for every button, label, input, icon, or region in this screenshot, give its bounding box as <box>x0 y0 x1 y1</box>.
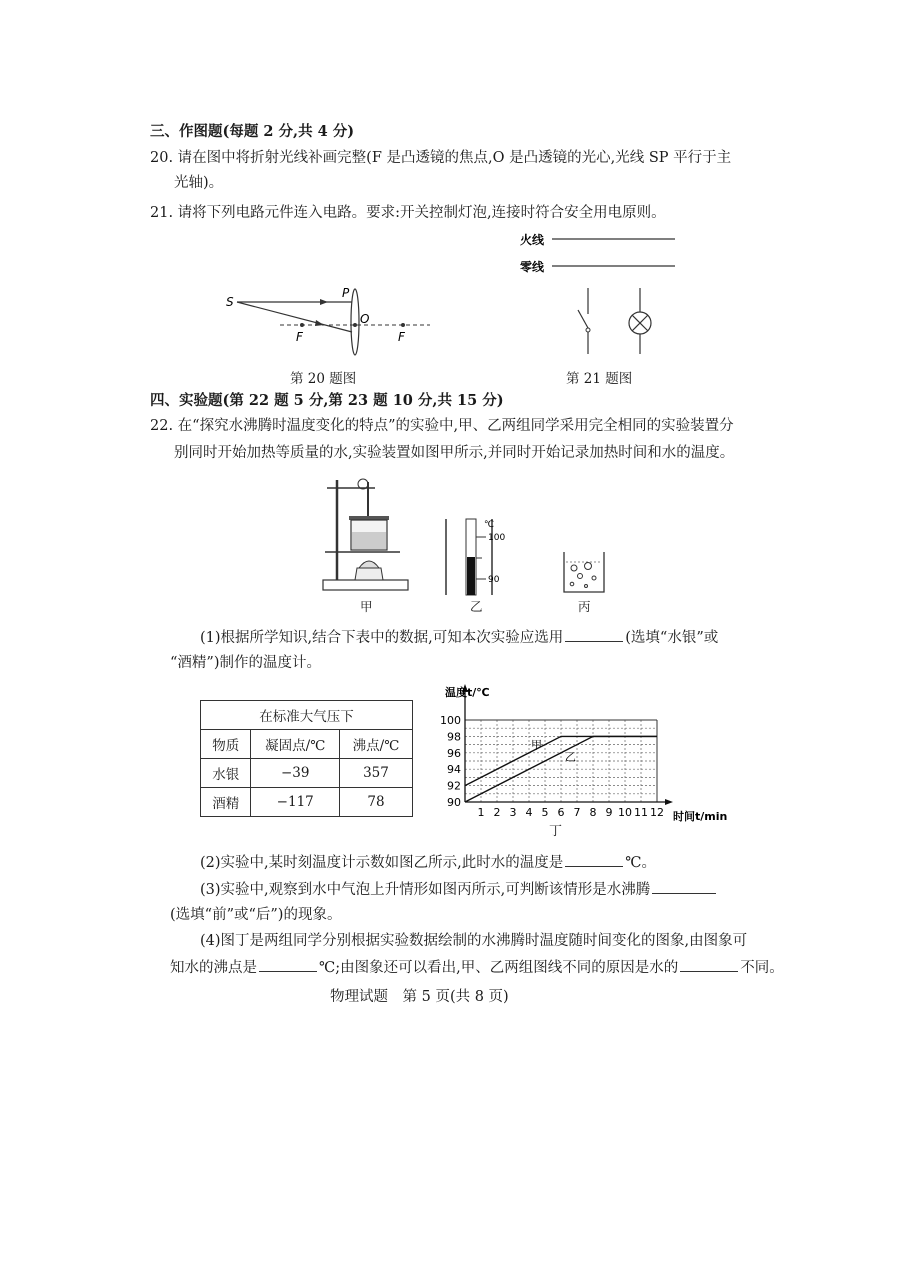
therm-liquid <box>467 557 475 595</box>
y-tick-label: 96 <box>447 746 461 760</box>
label-live-wire: 火线 <box>520 233 545 247</box>
label-bing: 丙 <box>578 599 591 614</box>
y-tick-label: 100 <box>440 714 461 727</box>
focus-right-dot <box>401 323 405 327</box>
x-tick-label: 10 <box>618 806 632 819</box>
x-tick-label: 4 <box>525 806 533 819</box>
switch-contact <box>586 328 590 332</box>
sub2-unit: ℃。 <box>625 855 656 871</box>
question-20-line-2: 光轴)。 <box>174 175 224 191</box>
x-tick-label: 5 <box>541 806 549 819</box>
chart-xlabel: 时间t/min <box>673 810 728 823</box>
label-s: S <box>226 295 234 309</box>
sub-question-1-line-2: “酒精”)制作的温度计。 <box>170 655 321 671</box>
question-20-line-1: 20. 请在图中将折射光线补画完整(F 是凸透镜的焦点,O 是凸透镜的光心,光线 SP 平行于主 <box>150 150 732 166</box>
figure-20-diagram <box>220 280 440 370</box>
sub-question-1-line-1 <box>200 627 718 648</box>
ray-sp-arrow <box>320 299 328 305</box>
question-22-line-1: 22. 在“探究水沸腾时温度变化的特点”的实验中,甲、乙两组同学采用完全相同的实验装置分 <box>150 418 734 434</box>
ray-through-focus <box>237 302 352 332</box>
thermometer-yi-diagram <box>440 515 520 600</box>
table-cell: 78 <box>339 788 412 817</box>
table-cell: −117 <box>251 788 340 817</box>
table-cell: 357 <box>339 759 412 788</box>
answer-blank-3[interactable] <box>652 879 716 894</box>
therm-label-100: 100 <box>488 533 506 543</box>
answer-blank-5[interactable] <box>680 957 738 972</box>
section-4-title: 四、实验题(第 22 题 5 分,第 23 题 10 分,共 15 分) <box>150 392 504 409</box>
label-p: P <box>342 286 350 300</box>
bubble-2 <box>585 563 592 570</box>
table-cell: −39 <box>251 759 340 788</box>
x-tick-label: 9 <box>605 806 613 819</box>
sub3-text: (3)实验中,观察到水中气泡上升情形如图丙所示,可判断该情形是水沸腾 <box>200 882 651 898</box>
beaker-bing-diagram <box>560 548 610 598</box>
sub1-text-a: (1)根据所学知识,结合下表中的数据,可知本次实验应选用 <box>200 630 564 646</box>
therm-unit: ℃ <box>484 520 495 530</box>
sub-question-2 <box>200 852 656 873</box>
y-tick-label: 92 <box>447 779 461 793</box>
bubble-6 <box>585 585 588 588</box>
table-col-header: 物质 <box>201 730 251 759</box>
table-cell: 水银 <box>201 759 251 788</box>
sub-question-3-line-2: (选填“前”或“后”)的现象。 <box>170 907 342 923</box>
beaker-water <box>352 532 386 549</box>
table-col-header: 凝固点/℃ <box>251 730 340 759</box>
label-yi: 乙 <box>470 599 483 614</box>
table-cell: 酒精 <box>201 788 251 817</box>
label-jia: 甲 <box>360 599 373 614</box>
optical-center-dot <box>353 323 357 327</box>
sub4-text-a: 知水的沸点是 <box>170 960 257 976</box>
x-tick-label: 11 <box>634 806 648 819</box>
table-row <box>201 759 413 788</box>
sub2-text: (2)实验中,某时刻温度计示数如图乙所示,此时水的温度是 <box>200 855 564 871</box>
properties-table <box>200 700 413 817</box>
label-f-right: F <box>398 330 405 344</box>
y-tick-label: 90 <box>447 796 461 809</box>
answer-blank-1[interactable] <box>565 627 623 642</box>
chart-ticks <box>440 714 664 819</box>
bubble-5 <box>570 582 574 586</box>
bubble-4 <box>592 576 596 580</box>
series-label: 乙 <box>565 750 576 764</box>
x-tick-label: 6 <box>557 806 565 819</box>
table-col-header: 沸点/℃ <box>339 730 412 759</box>
figure-20-caption: 第 20 题图 <box>290 371 357 387</box>
table-header: 在标准大气压下 <box>201 701 413 730</box>
x-tick-label: 7 <box>573 806 581 819</box>
sub4-text-c: 不同。 <box>740 960 784 976</box>
apparatus-jia-diagram <box>315 472 415 598</box>
x-tick-label: 2 <box>493 806 501 819</box>
label-f-left: F <box>296 330 303 344</box>
question-21: 21. 请将下列电路元件连入电路。要求:开关控制灯泡,连接时符合安全用电原则。 <box>150 205 666 221</box>
sub1-text-b: (选填“水银”或 <box>625 630 719 646</box>
x-tick-label: 8 <box>589 806 597 819</box>
label-neutral-wire: 零线 <box>520 260 545 274</box>
x-axis-arrow <box>665 799 673 805</box>
therm-label-90: 90 <box>488 575 500 585</box>
convex-lens <box>351 289 359 355</box>
page-footer: 物理试题 第 5 页(共 8 页) <box>330 989 509 1005</box>
label-o: O <box>360 312 370 326</box>
answer-blank-4[interactable] <box>259 957 317 972</box>
sub-question-4-line-1: (4)图丁是两组同学分别根据实验数据绘制的水沸腾时温度随时间变化的图象,由图象可 <box>200 933 748 949</box>
answer-blank-2[interactable] <box>565 852 623 867</box>
x-tick-label: 3 <box>509 806 517 819</box>
temperature-time-chart <box>435 680 735 840</box>
chart-caption: 丁 <box>549 824 563 839</box>
bubble-1 <box>571 565 577 571</box>
figure-21-diagram <box>510 228 690 358</box>
sub-question-3-line-1 <box>200 879 718 900</box>
section-3-title: 三、作图题(每题 2 分,共 4 分) <box>150 123 355 140</box>
bubble-3 <box>578 574 583 579</box>
y-tick-label: 98 <box>447 730 461 744</box>
stand-base <box>323 580 408 590</box>
x-tick-label: 1 <box>477 806 485 819</box>
sub-question-4-line-2 <box>170 957 784 978</box>
y-tick-label: 94 <box>447 763 461 777</box>
alcohol-lamp <box>355 568 383 580</box>
focus-left-dot <box>300 323 304 327</box>
sub4-text-b: ℃;由图象还可以看出,甲、乙两组图线不同的原因是水的 <box>319 960 679 976</box>
switch-blade <box>578 310 588 328</box>
x-tick-label: 12 <box>650 806 664 819</box>
series-label: 甲 <box>531 738 542 752</box>
table-row <box>201 788 413 817</box>
question-22-line-2: 别同时开始加热等质量的水,实验装置如图甲所示,并同时开始记录加热时间和水的温度。 <box>174 445 735 461</box>
alcohol-lamp-flame <box>359 561 379 568</box>
table-row <box>201 730 413 759</box>
figure-21-caption: 第 21 题图 <box>566 371 633 387</box>
chart-ylabel: 温度t/℃ <box>445 686 490 699</box>
ray-focus-arrow <box>315 320 324 326</box>
